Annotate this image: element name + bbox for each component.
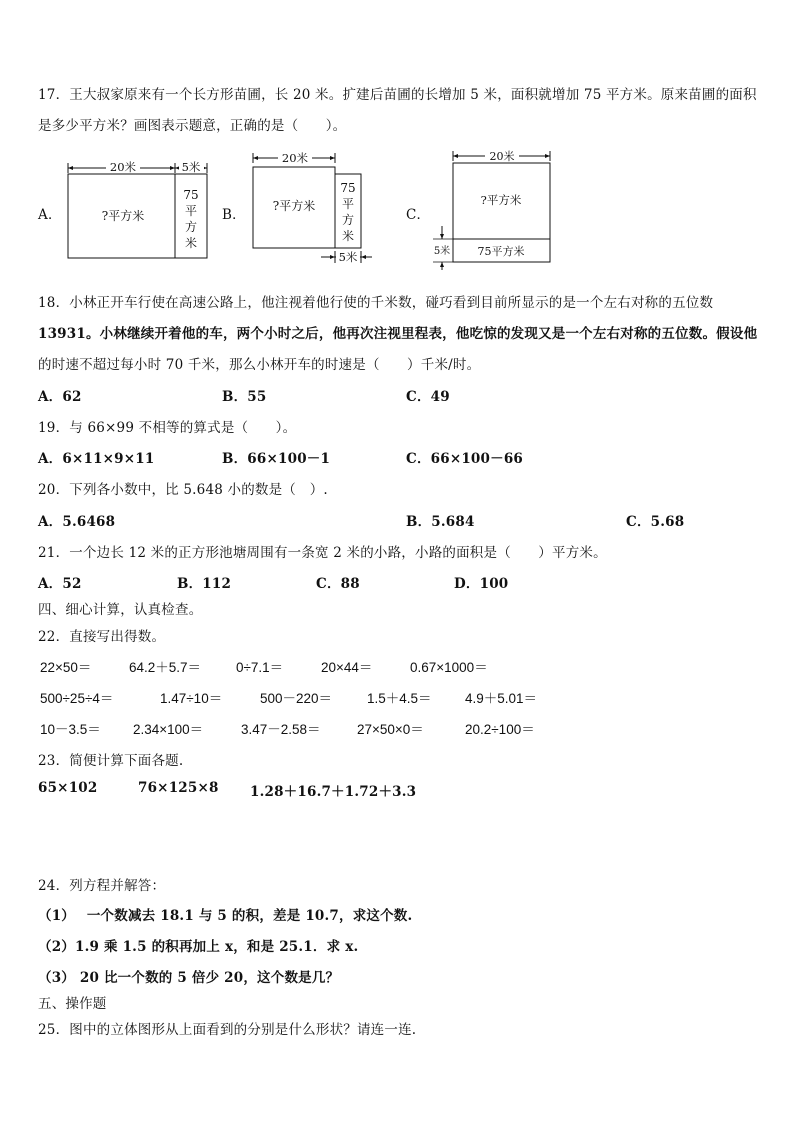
q22-r2-c2: 1.47÷10＝ bbox=[160, 691, 223, 706]
q19-option-a[interactable]: A．6×11×9×11 bbox=[38, 451, 155, 467]
q21-option-a[interactable]: A．52 bbox=[38, 576, 82, 592]
q20-option-b[interactable]: B．5.684 bbox=[406, 514, 475, 530]
q18-line2: 13931。小林继续开着他的车，两个小时之后，他再次注视里程表，他吃惊的发现又是一个左右对称的五位数。假设他 bbox=[38, 326, 758, 342]
q24-item-2: （2）1.9 乘 1.5 的积再加上 x，和是 25.1．求 x. bbox=[38, 939, 359, 955]
q23-item-3: 1.28＋16.7＋1.72＋3.3 bbox=[250, 784, 417, 800]
q22-r2-c3: 500－220＝ bbox=[260, 691, 333, 706]
q17-line2: 是多少平方米？画图表示题意，正确的是（ ）。 bbox=[38, 118, 347, 134]
q17-option-c-letter[interactable]: C． bbox=[406, 207, 431, 223]
q23-item-2: 76×125×8 bbox=[138, 780, 219, 796]
b-main-label: ?平方米 bbox=[272, 199, 316, 213]
q20-option-a[interactable]: A．5.6468 bbox=[38, 514, 116, 530]
q19-option-b[interactable]: B．66×100－1 bbox=[222, 451, 331, 467]
c-top-label: 20米 bbox=[489, 150, 515, 163]
q17-option-c-figure bbox=[428, 146, 558, 271]
a-side-line-4: 米 bbox=[184, 236, 198, 250]
q18-option-c[interactable]: C．49 bbox=[406, 389, 450, 405]
q24-item-3: （3） 20 比一个数的 5 倍少 20，这个数是几？ bbox=[38, 970, 340, 986]
q18-line3: 的时速不超过每小时 70 千米，那么小林开车的时速是（ ）千米/时。 bbox=[38, 357, 481, 373]
section-4-heading: 四、细心计算，认真检查。 bbox=[38, 602, 203, 618]
section-5-heading: 五、操作题 bbox=[38, 996, 107, 1012]
q20-option-c[interactable]: C．5.68 bbox=[626, 514, 685, 530]
q22-r2-c1: 500÷25÷4＝ bbox=[40, 691, 114, 706]
q24-item-1: （1） 一个数减去 18.1 与 5 的积，差是 10.7，求这个数. bbox=[38, 908, 413, 924]
a-side-line-2: 平 bbox=[184, 204, 198, 218]
q22-r3-c4: 27×50×0＝ bbox=[357, 722, 424, 737]
q23-title: 23．简便计算下面各题. bbox=[38, 753, 184, 769]
q21-option-c[interactable]: C．88 bbox=[316, 576, 360, 592]
q22-r1-c3: 0÷7.1＝ bbox=[236, 660, 284, 675]
c-side-label: 5米 bbox=[433, 246, 451, 257]
q19-option-c[interactable]: C．66×100－66 bbox=[406, 451, 524, 467]
q21-text: 21．一个边长 12 米的正方形池塘周围有一条宽 2 米的小路，小路的面积是（ ）平方米。 bbox=[38, 545, 607, 561]
q22-r3-c5: 20.2÷100＝ bbox=[465, 722, 535, 737]
q22-r1-c1: 22×50＝ bbox=[40, 660, 92, 675]
q18-line1: 18．小林正开车行使在高速公路上，他注视着他行使的千米数，碰巧看到目前所显示的是一个左右对称的五位数 bbox=[38, 295, 714, 311]
a-main-label: ?平方米 bbox=[101, 209, 145, 223]
q21-option-b[interactable]: B．112 bbox=[177, 576, 232, 592]
q25-text: 25．图中的立体图形从上面看到的分别是什么形状？请连一连. bbox=[38, 1022, 417, 1038]
q22-r1-c5: 0.67×1000＝ bbox=[410, 660, 488, 675]
q22-r3-c3: 3.47－2.58＝ bbox=[241, 722, 321, 737]
q18-option-a[interactable]: A．62 bbox=[38, 389, 82, 405]
b-side-line-4: 米 bbox=[341, 229, 355, 243]
q24-title: 24．列方程并解答： bbox=[38, 878, 166, 894]
q17-option-b-letter[interactable]: B． bbox=[222, 207, 246, 223]
b-top-label: 20米 bbox=[281, 151, 309, 165]
b-side-line-3: 方 bbox=[341, 213, 355, 227]
q22-r2-c5: 4.9＋5.01＝ bbox=[465, 691, 538, 706]
q22-r3-c2: 2.34×100＝ bbox=[133, 722, 204, 737]
q19-text: 19．与 66×99 不相等的算式是（ ）。 bbox=[38, 420, 297, 436]
a-top-label: 20米 bbox=[109, 160, 137, 174]
a-side-line-3: 方 bbox=[184, 220, 198, 234]
q17-line1: 17．王大叔家原来有一个长方形苗圃，长 20 米。扩建后苗圃的长增加 5 米，面积就增加 75 平方米。原来苗圃的面积 bbox=[38, 87, 757, 103]
q22-title: 22．直接写出得数。 bbox=[38, 629, 166, 645]
a-side-label: 5米 bbox=[181, 160, 201, 174]
q17-option-a-letter[interactable]: A． bbox=[38, 207, 62, 223]
b-side-line-2: 平 bbox=[341, 197, 355, 211]
c-bottom-label: 75平方米 bbox=[477, 245, 525, 258]
q22-r2-c4: 1.5＋4.5＝ bbox=[367, 691, 432, 706]
a-side-line-1: 75 bbox=[183, 188, 199, 202]
b-side-label: 5米 bbox=[338, 250, 358, 264]
q17-option-a-figure bbox=[60, 156, 220, 266]
c-main-label: ?平方米 bbox=[480, 193, 522, 207]
q18-option-b[interactable]: B．55 bbox=[222, 389, 267, 405]
q22-r1-c2: 64.2＋5.7＝ bbox=[129, 660, 202, 675]
b-side-line-1: 75 bbox=[340, 181, 356, 195]
q17-option-b-figure bbox=[246, 148, 386, 270]
q23-item-1: 65×102 bbox=[38, 780, 98, 796]
q22-r3-c1: 10－3.5＝ bbox=[40, 722, 101, 737]
q22-r1-c4: 20×44＝ bbox=[321, 660, 373, 675]
q20-text: 20．下列各小数中，比 5.648 小的数是（ ）. bbox=[38, 482, 328, 498]
q21-option-d[interactable]: D．100 bbox=[454, 576, 509, 592]
